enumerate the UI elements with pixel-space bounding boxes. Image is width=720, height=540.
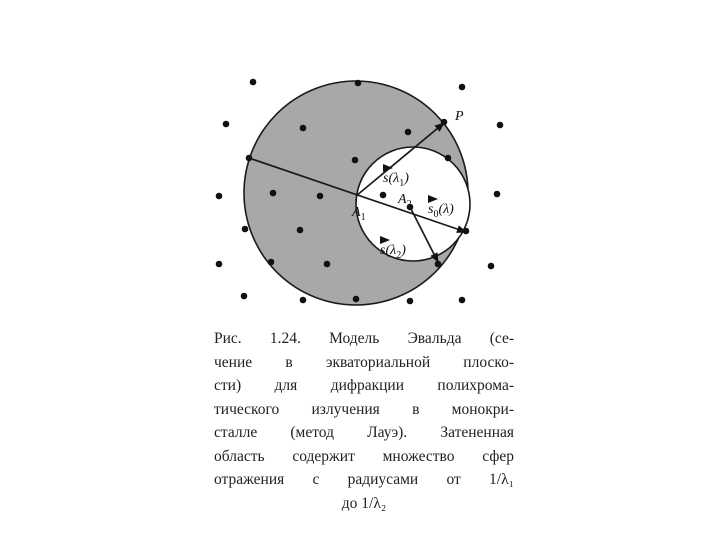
caption-line: сти) для дифракции полихрома-: [214, 377, 514, 394]
lattice-point: [407, 298, 414, 305]
lattice-point: [355, 80, 362, 87]
lattice-point: [353, 296, 360, 303]
lattice-point: [242, 226, 249, 233]
lattice-point: [250, 79, 257, 86]
label-A1: $A_1$: [352, 205, 366, 223]
lattice-point: [445, 155, 452, 162]
lattice-point: [241, 293, 248, 300]
lattice-point: [216, 193, 223, 200]
lattice-point: [352, 157, 359, 164]
figure-caption: [214, 327, 514, 515]
caption-line: чение в экваториальной плоско-: [214, 353, 514, 371]
lattice-point: [324, 261, 331, 268]
lattice-point: [497, 122, 504, 129]
lattice-point: [297, 227, 304, 234]
lattice-point: [270, 190, 277, 197]
lattice-point: [300, 297, 307, 304]
lattice-point: [459, 297, 466, 304]
caption-line: сталле (метод Лауэ). Затененная: [214, 424, 514, 441]
caption-line: область содержит множество сфер: [214, 447, 514, 465]
lattice-point: [494, 191, 501, 198]
label-s0-lambda: $s_0(\lambda)$: [428, 202, 454, 220]
lattice-point: [268, 259, 275, 266]
lattice-point: [300, 125, 307, 132]
lattice-point: [223, 121, 230, 128]
caption-line: Рис. 1.24. Модель Эвальда (се-: [214, 330, 514, 347]
lattice-point: [380, 192, 387, 199]
label-P: P: [455, 109, 464, 124]
lattice-point: [459, 84, 466, 91]
caption-line: до 1/λ₂: [341, 494, 387, 512]
label-A2: $A_2$: [398, 192, 412, 210]
label-s-lambda1: $s(\lambda_1)$: [383, 171, 409, 189]
lattice-point: [488, 263, 495, 270]
label-s-lambda2: $s(\lambda_2)$: [380, 243, 406, 261]
caption-line: отражения с радиусами от 1/λ₁: [214, 471, 514, 488]
lattice-point: [216, 261, 223, 268]
lattice-point: [405, 129, 412, 136]
lattice-point: [317, 193, 324, 200]
caption-line: тического излучения в монокри-: [214, 400, 514, 418]
